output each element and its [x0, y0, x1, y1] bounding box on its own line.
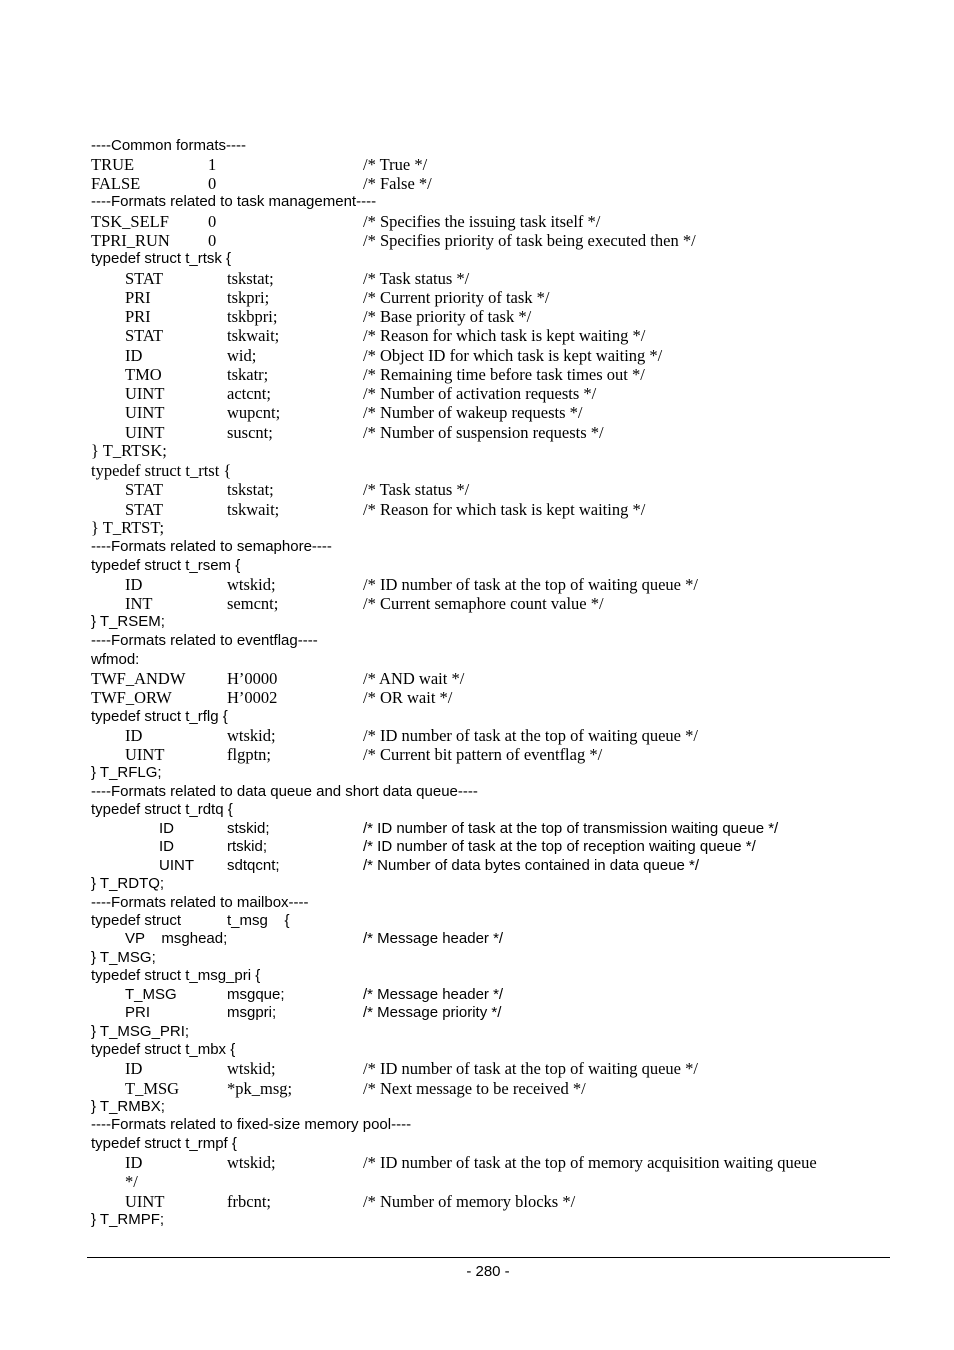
listing-line — [0, 1210, 954, 1229]
listing-text: 0 — [208, 212, 217, 231]
listing-text: typedef struct t_rdtq { — [91, 801, 233, 818]
listing-line — [0, 365, 954, 384]
listing-text: } T_RMBX; — [91, 1098, 165, 1115]
listing-line — [0, 1079, 954, 1098]
page-number: - 280 - — [466, 1263, 510, 1280]
listing-text: ID — [125, 726, 143, 745]
listing-line — [0, 575, 954, 594]
listing-text: /* False */ — [363, 174, 432, 193]
listing-text: t_msg { — [227, 912, 290, 929]
listing-line — [0, 612, 954, 631]
listing-text: TWF_ORW — [91, 688, 172, 707]
listing-text: flgptn; — [227, 745, 271, 764]
listing-line — [0, 745, 954, 764]
listing-text: wupcnt; — [227, 403, 281, 422]
listing-line — [0, 911, 954, 930]
listing-text: /* Task status */ — [363, 269, 470, 288]
listing-text: ----Formats related to semaphore---- — [91, 538, 332, 555]
listing-line — [0, 403, 954, 422]
listing-text: /* Message header */ — [363, 930, 504, 947]
listing-text: 1 — [208, 155, 217, 174]
listing-text: ----Formats related to data queue and short data queue---- — [91, 783, 478, 800]
listing-text: ----Formats related to fixed-size memory pool---- — [91, 1116, 412, 1133]
listing-text: /* True */ — [363, 155, 428, 174]
listing-line — [0, 288, 954, 307]
listing-text: /* ID number of task at the top of transmission waiting queue */ — [363, 820, 779, 837]
listing-text: tskatr; — [227, 365, 269, 384]
listing-text: wfmod: — [91, 651, 140, 668]
listing-text: STAT — [125, 500, 164, 519]
listing-text: TMO — [125, 365, 162, 384]
listing-line — [0, 1115, 954, 1134]
listing-text: tskstat; — [227, 269, 274, 288]
listing-line — [0, 1192, 954, 1211]
listing-line — [0, 212, 954, 231]
listing-line — [0, 136, 954, 155]
listing-text: /* Object ID for which task is kept waiting */ — [363, 346, 663, 365]
listing-text: UINT — [125, 403, 165, 422]
listing-text: wtskid; — [227, 1153, 276, 1172]
listing-line — [0, 631, 954, 650]
listing-line — [0, 231, 954, 250]
listing-text: wid; — [227, 346, 257, 365]
listing-text: /* Reason for which task is kept waiting */ — [363, 326, 646, 345]
listing-text: ----Formats related to mailbox---- — [91, 894, 309, 911]
listing-text: /* Current semaphore count value */ — [363, 594, 604, 613]
listing-text: ID — [159, 838, 174, 855]
listing-text: typedef struct t_rflg { — [91, 708, 228, 725]
listing-text: } T_RFLG; — [91, 764, 162, 781]
listing-text: tskstat; — [227, 480, 274, 499]
listing-text: UINT — [125, 423, 165, 442]
listing-text: *pk_msg; — [227, 1079, 293, 1098]
listing-text: actcnt; — [227, 384, 271, 403]
listing-line — [0, 985, 954, 1004]
listing-line — [0, 441, 954, 460]
listing-text: tskbpri; — [227, 307, 278, 326]
listing-text: ID — [125, 346, 143, 365]
listing-text: /* Number of suspension requests */ — [363, 423, 604, 442]
listing-text: STAT — [125, 326, 164, 345]
listing-text: /* Task status */ — [363, 480, 470, 499]
listing-text: msgpri; — [227, 1004, 277, 1021]
listing-text: typedef struct t_rmpf { — [91, 1135, 237, 1152]
listing-text: ID — [125, 1153, 143, 1172]
listing-line — [0, 423, 954, 442]
listing-line — [0, 1153, 954, 1172]
listing-line — [0, 837, 954, 856]
listing-text: /* ID number of task at the top of memory acquisition waiting queue — [363, 1153, 817, 1172]
listing-text: suscnt; — [227, 423, 273, 442]
listing-text: 0 — [208, 174, 217, 193]
listing-text: /* ID number of task at the top of waiting queue */ — [363, 726, 698, 745]
listing-line — [0, 650, 954, 669]
listing-text: /* ID number of task at the top of waiting queue */ — [363, 575, 698, 594]
listing-text: T_MSG — [125, 986, 177, 1003]
listing-text: } T_RTST; — [91, 518, 165, 537]
listing-line — [0, 929, 954, 948]
listing-line — [0, 1097, 954, 1116]
listing-line — [0, 384, 954, 403]
listing-line — [0, 518, 954, 537]
listing-line — [0, 556, 954, 575]
listing-text: /* Current bit pattern of eventflag */ — [363, 745, 603, 764]
listing-line — [0, 782, 954, 801]
listing-line — [0, 966, 954, 985]
listing-text: /* AND wait */ — [363, 669, 465, 688]
listing-line — [0, 763, 954, 782]
listing-text: /* Number of wakeup requests */ — [363, 403, 583, 422]
listing-line — [0, 155, 954, 174]
listing-line — [0, 174, 954, 193]
listing-line — [0, 800, 954, 819]
listing-text: /* Number of data bytes contained in data queue */ — [363, 857, 700, 874]
listing-text: ID — [125, 575, 143, 594]
listing-text: /* Specifies priority of task being executed then */ — [363, 231, 696, 250]
listing-text: TPRI_RUN — [91, 231, 170, 250]
listing-text: PRI — [125, 307, 151, 326]
listing-line — [0, 893, 954, 912]
listing-text: H’0002 — [227, 688, 278, 707]
listing-text: ID — [159, 820, 174, 837]
listing-text: UINT — [125, 745, 165, 764]
listing-line — [0, 537, 954, 556]
listing-text: /* Message priority */ — [363, 1004, 502, 1021]
listing-text: sdtqcnt; — [227, 857, 280, 874]
listing-line — [0, 269, 954, 288]
listing-text: STAT — [125, 269, 164, 288]
listing-text: T_MSG — [125, 1079, 180, 1098]
listing-text: /* ID number of task at the top of reception waiting queue */ — [363, 838, 756, 855]
listing-line — [0, 669, 954, 688]
listing-line — [0, 326, 954, 345]
listing-line — [0, 461, 954, 480]
listing-text: /* ID number of task at the top of waiting queue */ — [363, 1059, 698, 1078]
listing-text: semcnt; — [227, 594, 279, 613]
listing-text: UINT — [125, 384, 165, 403]
listing-text: tskwait; — [227, 500, 280, 519]
listing-line — [0, 726, 954, 745]
listing-text: /* Base priority of task */ — [363, 307, 532, 326]
listing-text: } T_RSEM; — [91, 613, 165, 630]
listing-text: wtskid; — [227, 726, 276, 745]
listing-text: frbcnt; — [227, 1192, 271, 1211]
listing-text: msgque; — [227, 986, 285, 1003]
listing-text: /* Next message to be received */ — [363, 1079, 586, 1098]
listing-line — [0, 1172, 954, 1191]
listing-text: } T_RDTQ; — [91, 875, 165, 892]
listing-line — [0, 1040, 954, 1059]
listing-text: PRI — [125, 288, 151, 307]
listing-text: tskpri; — [227, 288, 270, 307]
listing-text: /* Number of activation requests */ — [363, 384, 597, 403]
listing-text: 0 — [208, 231, 217, 250]
listing-text: /* Message header */ — [363, 986, 504, 1003]
footer-divider — [87, 1257, 890, 1258]
listing-text: PRI — [125, 1004, 151, 1021]
listing-line — [0, 307, 954, 326]
listing-text: /* Specifies the issuing task itself */ — [363, 212, 601, 231]
listing-line — [0, 688, 954, 707]
listing-text: ----Common formats---- — [91, 137, 246, 154]
listing-text: FALSE — [91, 174, 141, 193]
listing-text: ID — [125, 1059, 143, 1078]
listing-text: /* OR wait */ — [363, 688, 453, 707]
listing-text: tskwait; — [227, 326, 280, 345]
listing-text: } T_MSG; — [91, 949, 156, 966]
listing-line — [0, 249, 954, 268]
listing-line — [0, 480, 954, 499]
listing-line — [0, 1059, 954, 1078]
listing-text: typedef struct t_rsem { — [91, 557, 241, 574]
listing-text: stskid; — [227, 820, 270, 837]
listing-line — [0, 874, 954, 893]
listing-text: /* Remaining time before task times out */ — [363, 365, 645, 384]
listing-text: ----Formats related to eventflag---- — [91, 632, 318, 649]
listing-line — [0, 948, 954, 967]
listing-line — [0, 346, 954, 365]
listing-text: typedef struct t_msg_pri { — [91, 967, 261, 984]
listing-text: /* Reason for which task is kept waiting */ — [363, 500, 646, 519]
listing-text: TRUE — [91, 155, 135, 174]
listing-text: UINT — [159, 857, 194, 874]
listing-text: TSK_SELF — [91, 212, 169, 231]
listing-line — [0, 819, 954, 838]
listing-text: wtskid; — [227, 1059, 276, 1078]
listing-text: INT — [125, 594, 153, 613]
listing-text: typedef struct t_rtsk { — [91, 250, 232, 267]
listing-text: typedef struct t_rtst { — [91, 461, 232, 480]
listing-text: STAT — [125, 480, 164, 499]
listing-text: /* Current priority of task */ — [363, 288, 550, 307]
listing-text: } T_RMPF; — [91, 1211, 165, 1228]
listing-text: VP msghead; — [125, 930, 228, 947]
listing-text: H’0000 — [227, 669, 278, 688]
listing-line — [0, 1003, 954, 1022]
listing-text: } T_RTSK; — [91, 441, 167, 460]
listing-text: typedef struct t_mbx { — [91, 1041, 236, 1058]
listing-line — [0, 594, 954, 613]
listing-line — [0, 856, 954, 875]
listing-text: rtskid; — [227, 838, 268, 855]
listing-text: UINT — [125, 1192, 165, 1211]
listing-text: ----Formats related to task management---- — [91, 193, 377, 210]
listing-line — [0, 192, 954, 211]
listing-line — [0, 500, 954, 519]
listing-text: /* Number of memory blocks */ — [363, 1192, 576, 1211]
listing-line — [0, 1022, 954, 1041]
listing-text: } T_MSG_PRI; — [91, 1023, 190, 1040]
listing-text: */ — [125, 1172, 138, 1191]
listing-text: typedef struct — [91, 912, 182, 929]
listing-line — [0, 1134, 954, 1153]
listing-text: wtskid; — [227, 575, 276, 594]
listing-text: TWF_ANDW — [91, 669, 186, 688]
listing-line — [0, 707, 954, 726]
